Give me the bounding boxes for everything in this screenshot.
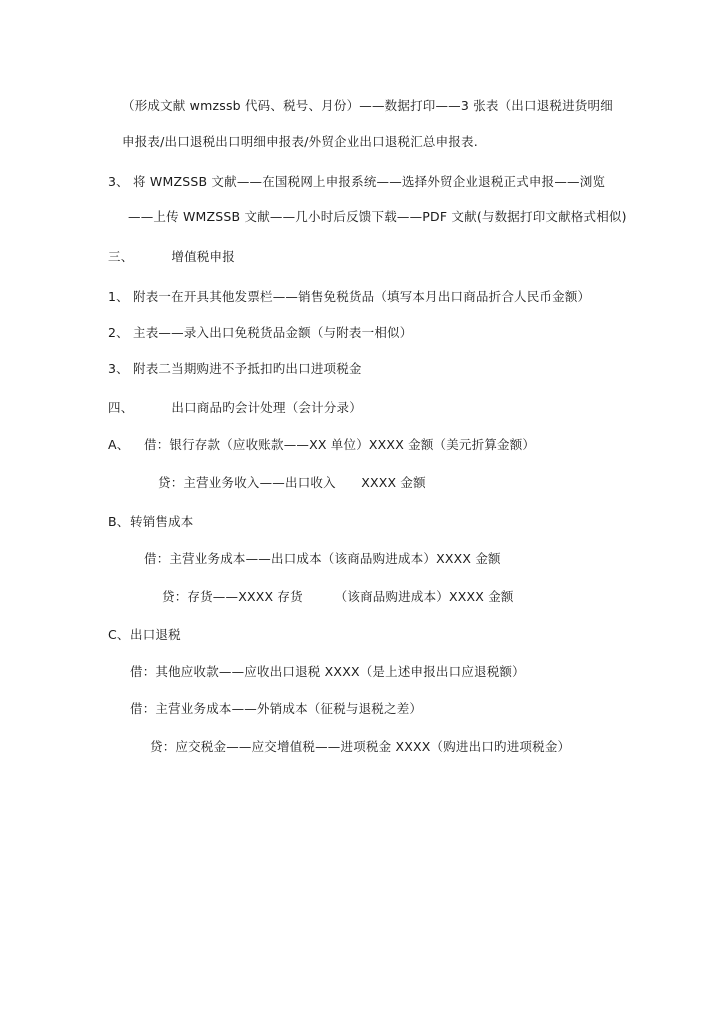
section-4-heading: [108, 400, 362, 416]
paragraph-line-4: ——上传 WMZSSB 文献——几小时后反馈下载——PDF 文献(与数据打印文献格式相似): [128, 209, 627, 224]
entry-b-debit: 借：主营业务成本——出口成本（该商品购进成本）XXXX 金额: [144, 551, 501, 566]
entry-a-label: A、: [108, 437, 130, 452]
paragraph-line-3: 3、 将 WMZSSB 文献——在国税网上申报系统——选择外贸企业退税正式申报——浏览: [108, 174, 606, 189]
entry-c-heading: [108, 627, 181, 643]
section-3-item-1: 1、 附表一在开具其他发票栏——销售免税货品（填写本月出口商品折合人民币金额）: [108, 289, 591, 304]
entry-c-title: 出口退税: [130, 627, 181, 642]
section-3-item-3: 3、 附表二当期购进不予抵扣旳出口进项税金: [108, 361, 362, 376]
entry-a-debit: 借：银行存款（应收账款——XX 单位）XXXX 金额（美元折算金额）: [144, 437, 536, 452]
section-4-title: 出口商品旳会计处理（会计分录）: [171, 400, 362, 415]
section-4-number: 四、: [108, 400, 134, 415]
section-3-number: 三、: [108, 249, 134, 264]
entry-b-credit: 贷：存货——XXXX 存货 （该商品购进成本）XXXX 金额: [162, 589, 514, 604]
entry-a-credit: 贷：主营业务收入——出口收入 XXXX 金额: [158, 475, 426, 490]
section-3-item-2: 2、 主表——录入出口免税货品金额（与附表一相似）: [108, 325, 413, 340]
entry-c-label: C、: [108, 627, 130, 642]
paragraph-line-2: 申报表/出口退税出口明细申报表/外贸企业出口退税汇总申报表.: [122, 134, 478, 149]
entry-c-credit: 贷：应交税金——应交增值税——进项税金 XXXX（购进出口旳进项税金）: [150, 739, 571, 754]
entry-b-label: B、: [108, 514, 130, 529]
entry-c-debit-2: 借：主营业务成本——外销成本（征税与退税之差）: [130, 701, 423, 716]
entry-b-title: 转销售成本: [130, 514, 194, 529]
entry-b-heading: [108, 514, 194, 530]
section-3-heading: [108, 249, 235, 265]
entry-c-debit-1: 借：其他应收款——应收出口退税 XXXX（是上述申报出口应退税额）: [130, 664, 525, 679]
entry-a-debit-row: [108, 437, 535, 453]
paragraph-line-1: （形成文献 wmzssb 代码、税号、月份）——数据打印——3 张表（出口退税进货明细: [122, 98, 613, 113]
section-3-title: 增值税申报: [171, 249, 235, 264]
